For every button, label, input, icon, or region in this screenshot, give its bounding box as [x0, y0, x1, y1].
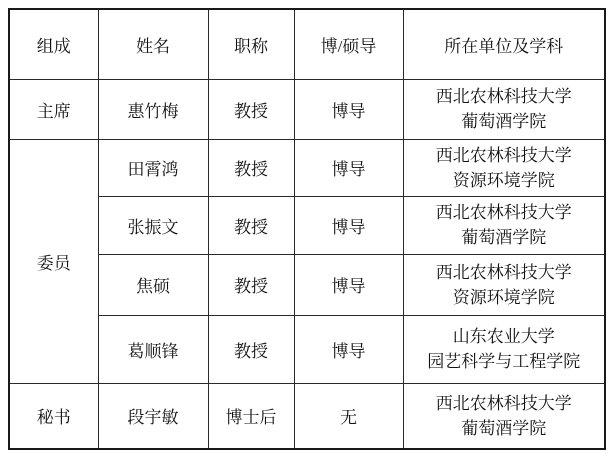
- name-cell: 张振文: [98, 196, 208, 254]
- supervisor-cell: 博导: [294, 139, 403, 196]
- title-cell: 教授: [208, 196, 294, 254]
- affiliation-college: 园艺科学与工程学院: [427, 352, 581, 371]
- committee-table: [8, 8, 606, 450]
- role-cell-chair: 主席: [9, 79, 98, 139]
- header-cell-affiliation: 所在单位及学科: [403, 9, 605, 79]
- supervisor-cell: 博导: [294, 196, 403, 254]
- affiliation-cell: [403, 196, 605, 254]
- affiliation-institution: 西北农林科技大学: [435, 262, 572, 282]
- affiliation-college: 葡萄酒学院: [461, 418, 547, 438]
- affiliation-college: 资源环境学院: [452, 170, 555, 190]
- supervisor-cell: 无: [294, 383, 403, 449]
- affiliation-college: 葡萄酒学院: [461, 112, 547, 131]
- affiliation-institution: 西北农林科技大学: [435, 393, 572, 413]
- affiliation-cell: [403, 79, 605, 139]
- header-cell-name: 姓名: [98, 9, 208, 79]
- name-cell: 焦硕: [98, 254, 208, 315]
- affiliation-institution: 西北农林科技大学: [435, 145, 572, 165]
- affiliation-college: 资源环境学院: [452, 287, 555, 307]
- supervisor-cell: 博导: [294, 79, 403, 139]
- title-cell: 博士后: [208, 383, 294, 449]
- header-cell-supervisor: 博/硕导: [294, 9, 403, 79]
- supervisor-cell: 博导: [294, 254, 403, 315]
- affiliation-institution: 山东农业大学: [452, 327, 555, 346]
- affiliation-institution: 西北农林科技大学: [435, 203, 572, 222]
- title-cell: 教授: [208, 315, 294, 383]
- role-cell-secretary: 秘书: [9, 383, 98, 449]
- table-row-member: [9, 315, 605, 383]
- role-cell-member: 委员: [9, 139, 98, 383]
- header-cell-title: 职称: [208, 9, 294, 79]
- affiliation-cell: [403, 139, 605, 196]
- affiliation-cell: [403, 315, 605, 383]
- name-cell: 葛顺锋: [98, 315, 208, 383]
- name-cell: 段宇敏: [98, 383, 208, 449]
- name-cell: 惠竹梅: [98, 79, 208, 139]
- title-cell: 教授: [208, 79, 294, 139]
- name-cell: 田霄鸿: [98, 139, 208, 196]
- table-row-secretary: [9, 383, 605, 449]
- affiliation-college: 葡萄酒学院: [461, 228, 547, 247]
- table-row-chair: [9, 79, 605, 139]
- table-row-member: [9, 139, 605, 196]
- affiliation-cell: [403, 254, 605, 315]
- affiliation-institution: 西北农林科技大学: [435, 87, 572, 106]
- title-cell: 教授: [208, 254, 294, 315]
- title-cell: 教授: [208, 139, 294, 196]
- table-row-member: [9, 196, 605, 254]
- table-row-member: [9, 254, 605, 315]
- supervisor-cell: 博导: [294, 315, 403, 383]
- affiliation-cell: [403, 383, 605, 449]
- header-row: [9, 9, 605, 79]
- header-cell-composition: 组成: [9, 9, 98, 79]
